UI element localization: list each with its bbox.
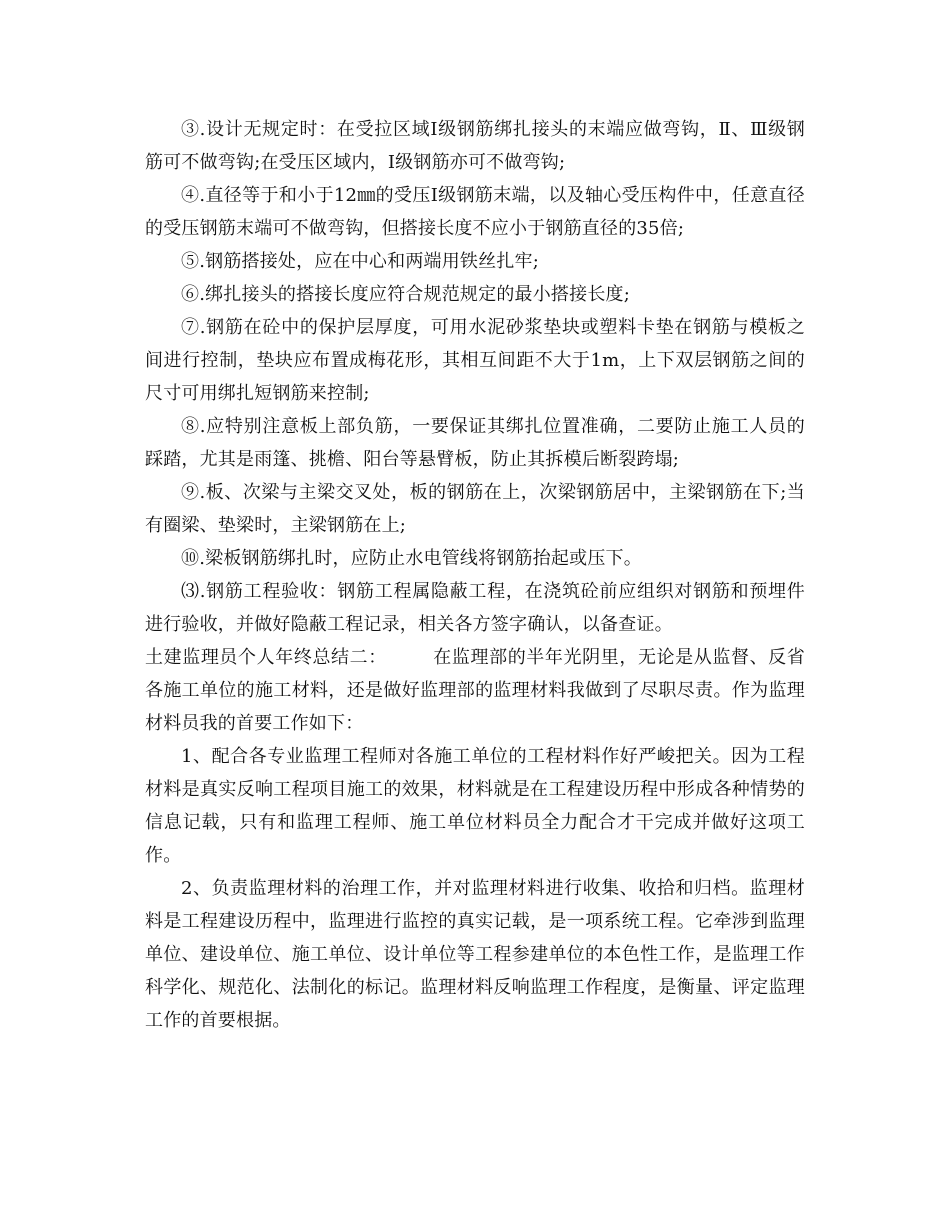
document-page — [145, 113, 805, 1037]
paragraph-top-bar-rule: ⑧.应特别注意板上部负筋，一要保证其绑扎位置准确，二要防止施工人员的踩踏，尤其是雨篷、挑檐、阳台等悬臂板，防止其拆模后断裂跨塌; — [145, 416, 805, 470]
section-two — [145, 641, 805, 740]
paragraph-cover-thickness-rule: ⑦.钢筋在砼中的保护层厚度，可用水泥砂浆垫块或塑料卡垫在钢筋与模板之间进行控制，垫块应布置成梅花形，其相互间距不大于1m，上下双层钢筋之间的尺寸可用绑扎短钢筋来控制; — [145, 317, 805, 404]
paragraph-compression-bar-rule: ④.直径等于和小于12㎜的受压Ⅰ级钢筋末端，以及轴心受压构件中，任意直径的受压钢筋末端可不做弯钩，但搭接长度不应小于钢筋直径的35倍; — [145, 185, 805, 239]
paragraph-lap-tie-rule: ⑤.钢筋搭接处，应在中心和两端用铁丝扎牢; — [181, 251, 539, 272]
list-item-material-control: 1、配合各专业监理工程师对各施工单位的工程材料作好严峻把关。因为工程材料是真实反响工程项目施工的效果，材料就是在工程建设历程中形成各种情势的信息记载，只有和监理工程师、施工单位材料员全力配合才干完成并做好这项工作。 — [145, 746, 805, 866]
paragraph-rebar-acceptance: ⑶.钢筋工程验收：钢筋工程属隐蔽工程，在浇筑砼前应组织对钢筋和预埋件进行验收，并做好隐蔽工程记录，相关各方签字确认，以备查证。 — [145, 581, 805, 635]
paragraph-lap-length-rule: ⑥.绑扎接头的搭接长度应符合规范规定的最小搭接长度; — [181, 284, 630, 305]
section-heading: 土建监理员个人年终总结二： — [145, 647, 387, 668]
list-item-record-management: 2、负责监理材料的治理工作，并对监理材料进行收集、收拾和归档。监理材料是工程建设历程中，监理进行监控的真实记载，是一项系统工程。它牵涉到监理单位、建设单位、施工单位、设计单位等工程参建单位的本色性工作，是监理工作科学化、规范化、法制化的标记。监理材料反响监理工作程度，是衡量、评定监理工作的首要根据。 — [145, 878, 805, 1031]
section-intro: 在监理部的半年光阴里，无论是从监督、反省各施工单位的施工材料，还是做好监理部的监理材料我做到了尽职尽责。作为监理材料员我的首要工作如下： — [145, 647, 805, 734]
paragraph-rebar-hook-rule: ③.设计无规定时：在受拉区域Ⅰ级钢筋绑扎接头的末端应做弯钩，Ⅱ、Ⅲ级钢筋可不做弯钩;在受压区域内，Ⅰ级钢筋亦可不做弯钩; — [145, 119, 805, 173]
paragraph-beam-crossing-rule: ⑨.板、次梁与主梁交叉处，板的钢筋在上，次梁钢筋居中，主梁钢筋在下;当有圈梁、垫梁时，主梁钢筋在上; — [145, 482, 805, 536]
paragraph-conduit-rule: ⑩.梁板钢筋绑扎时，应防止水电管线将钢筋抬起或压下。 — [181, 548, 642, 569]
